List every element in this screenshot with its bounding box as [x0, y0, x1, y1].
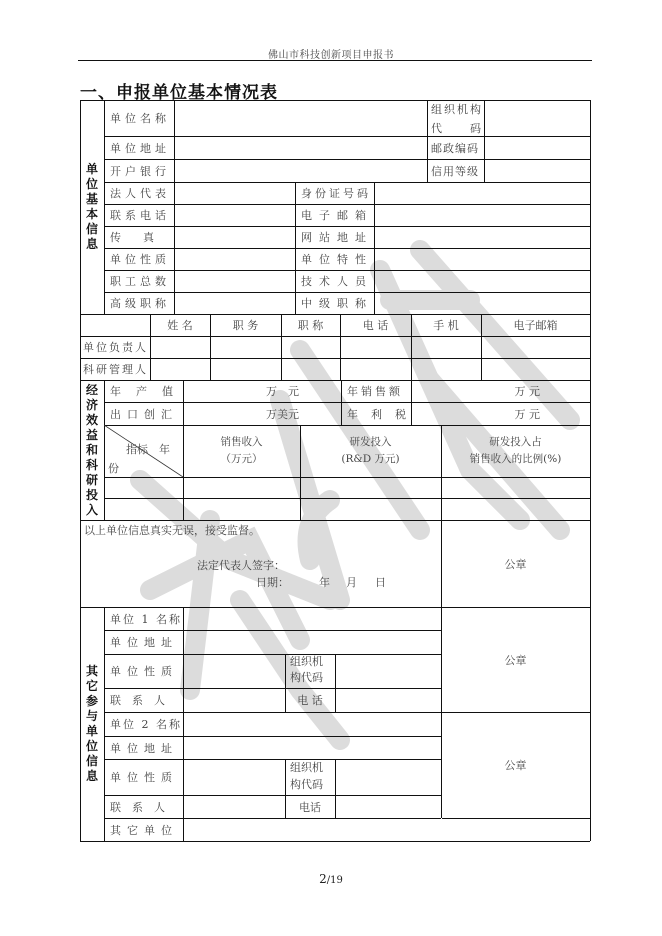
other-units-field[interactable] — [184, 819, 590, 841]
label-unit2-nature: 单位性质 — [110, 771, 178, 784]
month-label: 月 — [346, 576, 357, 589]
unit-wanyuan: 万 元 — [514, 385, 540, 398]
legal-rep-field[interactable] — [175, 183, 295, 204]
unit2-phone-field[interactable] — [336, 796, 441, 818]
credit-rating-field[interactable] — [485, 160, 590, 182]
label-other-units: 其它单位 — [110, 823, 178, 837]
label-mid-title: 中级职称 — [301, 297, 373, 310]
label-legal-rep: 法人代表 — [110, 187, 170, 200]
day-label: 日 — [375, 576, 386, 589]
label-unit2-phone: 电话 — [299, 800, 321, 814]
label-unit-nature: 单位性质 — [110, 253, 170, 266]
document-header: 佛山市科技创新项目申报书 — [268, 50, 394, 61]
unit-wanyuan: 万 元 — [514, 407, 540, 421]
label-total-staff: 职工总数 — [110, 275, 170, 288]
group-label-basic-info: 单 位 基 本 信 息 — [85, 162, 98, 251]
date-line — [256, 574, 386, 590]
label-unit1-nature: 单位性质 — [110, 665, 178, 678]
label-org-code: 组织机构 代 码 — [431, 103, 483, 135]
label-credit-rating: 信用等级 — [431, 164, 479, 178]
header-rd-ratio: 研发投入占 销售收入的比例(%) — [469, 436, 562, 465]
date-label: 日期： — [256, 576, 289, 589]
unit-wanyuan: 万 元 — [266, 385, 299, 398]
seal-area-applicant[interactable]: 公章 — [504, 557, 527, 571]
header-title: 职 称 — [297, 319, 324, 332]
unit1-nature-field[interactable] — [184, 655, 285, 688]
declaration-statement: 以上单位信息真实无误，接受监督。 — [84, 524, 260, 537]
label-unit1-contact: 联 系 人 — [110, 694, 165, 707]
bank-field[interactable] — [175, 160, 427, 182]
postal-code-field[interactable] — [485, 137, 590, 159]
label-id-number: 身份证号码 — [301, 187, 371, 200]
seal-area-unit2[interactable]: 公章 — [504, 759, 527, 772]
phone-field[interactable] — [175, 205, 295, 226]
label-unit1-org-code: 组织机 构代码 — [290, 655, 323, 684]
label-unit-feature: 单位特性 — [301, 253, 373, 266]
unit1-name-field[interactable] — [184, 608, 441, 630]
label-unit1-phone: 电 话 — [297, 694, 323, 707]
current-page: 2 — [319, 872, 327, 886]
group-label-other-units: 其 它 参 与 单 位 信 息 — [85, 664, 98, 783]
research-manager-fields[interactable] — [151, 359, 590, 380]
diag-header-top: 指标 年 — [126, 443, 170, 456]
label-unit-address: 单位地址 — [110, 141, 170, 155]
label-email: 电子邮箱 — [301, 209, 373, 222]
row-label-research-manager: 科研管理人 — [83, 363, 148, 376]
label-annual-output: 年 产 值 — [110, 385, 175, 398]
annual-tax-field[interactable] — [412, 402, 590, 425]
label-phone: 联系电话 — [110, 209, 170, 222]
label-tech-staff: 技术人员 — [301, 275, 373, 288]
header-sales-revenue: 销售收入 （万元） — [220, 436, 263, 465]
label-annual-tax: 年 利 税 — [347, 407, 407, 421]
page-number — [0, 872, 662, 886]
fax-field[interactable] — [175, 227, 295, 248]
email-field[interactable] — [375, 205, 590, 226]
label-unit-name: 单位名称 — [110, 112, 170, 125]
annual-output-field[interactable] — [184, 380, 341, 402]
section-title: 一、申报单位基本情况表 — [80, 83, 278, 103]
label-unit2-address: 单位地址 — [110, 741, 178, 755]
unit1-contact-field[interactable] — [184, 689, 285, 712]
senior-title-field[interactable] — [175, 293, 295, 314]
seal-area-unit1[interactable]: 公章 — [504, 653, 527, 667]
unit2-nature-field[interactable] — [184, 760, 285, 795]
unit-address-field[interactable] — [175, 137, 427, 159]
unit1-phone-field[interactable] — [336, 689, 441, 712]
header-mobile: 手 机 — [433, 319, 459, 332]
label-senior-title: 高级职称 — [110, 297, 170, 310]
diag-header-bottom: 份 — [108, 462, 119, 475]
header-divider — [78, 60, 592, 61]
label-website: 网站地址 — [301, 231, 373, 244]
id-number-field[interactable] — [375, 183, 590, 204]
unit2-address-field[interactable] — [184, 737, 441, 759]
unit1-address-field[interactable] — [184, 631, 441, 654]
unit-wan-usd: 万美元 — [266, 407, 299, 421]
header-name: 姓 名 — [167, 319, 193, 332]
mid-title-field[interactable] — [375, 293, 590, 314]
economic-row-2[interactable] — [105, 499, 590, 520]
label-unit2-contact: 联 系 人 — [110, 800, 165, 814]
row-label-unit-head: 单位负责人 — [83, 341, 148, 354]
org-code-field[interactable] — [485, 101, 590, 136]
tech-staff-field[interactable] — [375, 271, 590, 292]
website-field[interactable] — [375, 227, 590, 248]
unit2-contact-field[interactable] — [184, 796, 285, 818]
unit-head-fields[interactable] — [151, 337, 590, 358]
label-unit1-name: 单位 1 名称 — [110, 612, 182, 626]
header-phone: 电 话 — [362, 319, 389, 332]
label-unit1-address: 单位地址 — [110, 636, 178, 649]
label-bank: 开户银行 — [110, 164, 170, 178]
export-field[interactable] — [184, 402, 341, 425]
label-postal-code: 邮政编码 — [431, 141, 479, 155]
unit2-org-code-field[interactable] — [336, 760, 441, 795]
unit2-name-field[interactable] — [184, 713, 441, 736]
label-unit2-org-code: 组织机 构代码 — [290, 761, 323, 791]
header-rd-investment: 研发投入 (R&D 万元) — [341, 436, 400, 465]
annual-sales-field[interactable] — [412, 380, 590, 402]
unit-name-field[interactable] — [175, 101, 427, 136]
group-label-economic: 经 济 效 益 和 科 研 投 入 — [85, 382, 98, 517]
unit1-org-code-field[interactable] — [336, 655, 441, 688]
header-email: 电子邮箱 — [513, 319, 558, 332]
total-staff-field[interactable] — [175, 271, 295, 292]
unit-nature-field[interactable] — [175, 249, 295, 270]
total-pages: /19 — [326, 875, 343, 886]
label-annual-sales: 年销售额 — [347, 385, 403, 398]
header-position: 职 务 — [232, 319, 259, 332]
economic-row-1[interactable] — [105, 478, 590, 498]
label-fax: 传 真 — [110, 231, 154, 244]
year-label: 年 — [319, 576, 330, 589]
signature-label: 法定代表人签字： — [197, 559, 285, 572]
unit-feature-field[interactable] — [375, 249, 590, 270]
label-export: 出口创汇 — [110, 407, 178, 421]
label-unit2-name: 单位 2 名称 — [110, 718, 182, 731]
